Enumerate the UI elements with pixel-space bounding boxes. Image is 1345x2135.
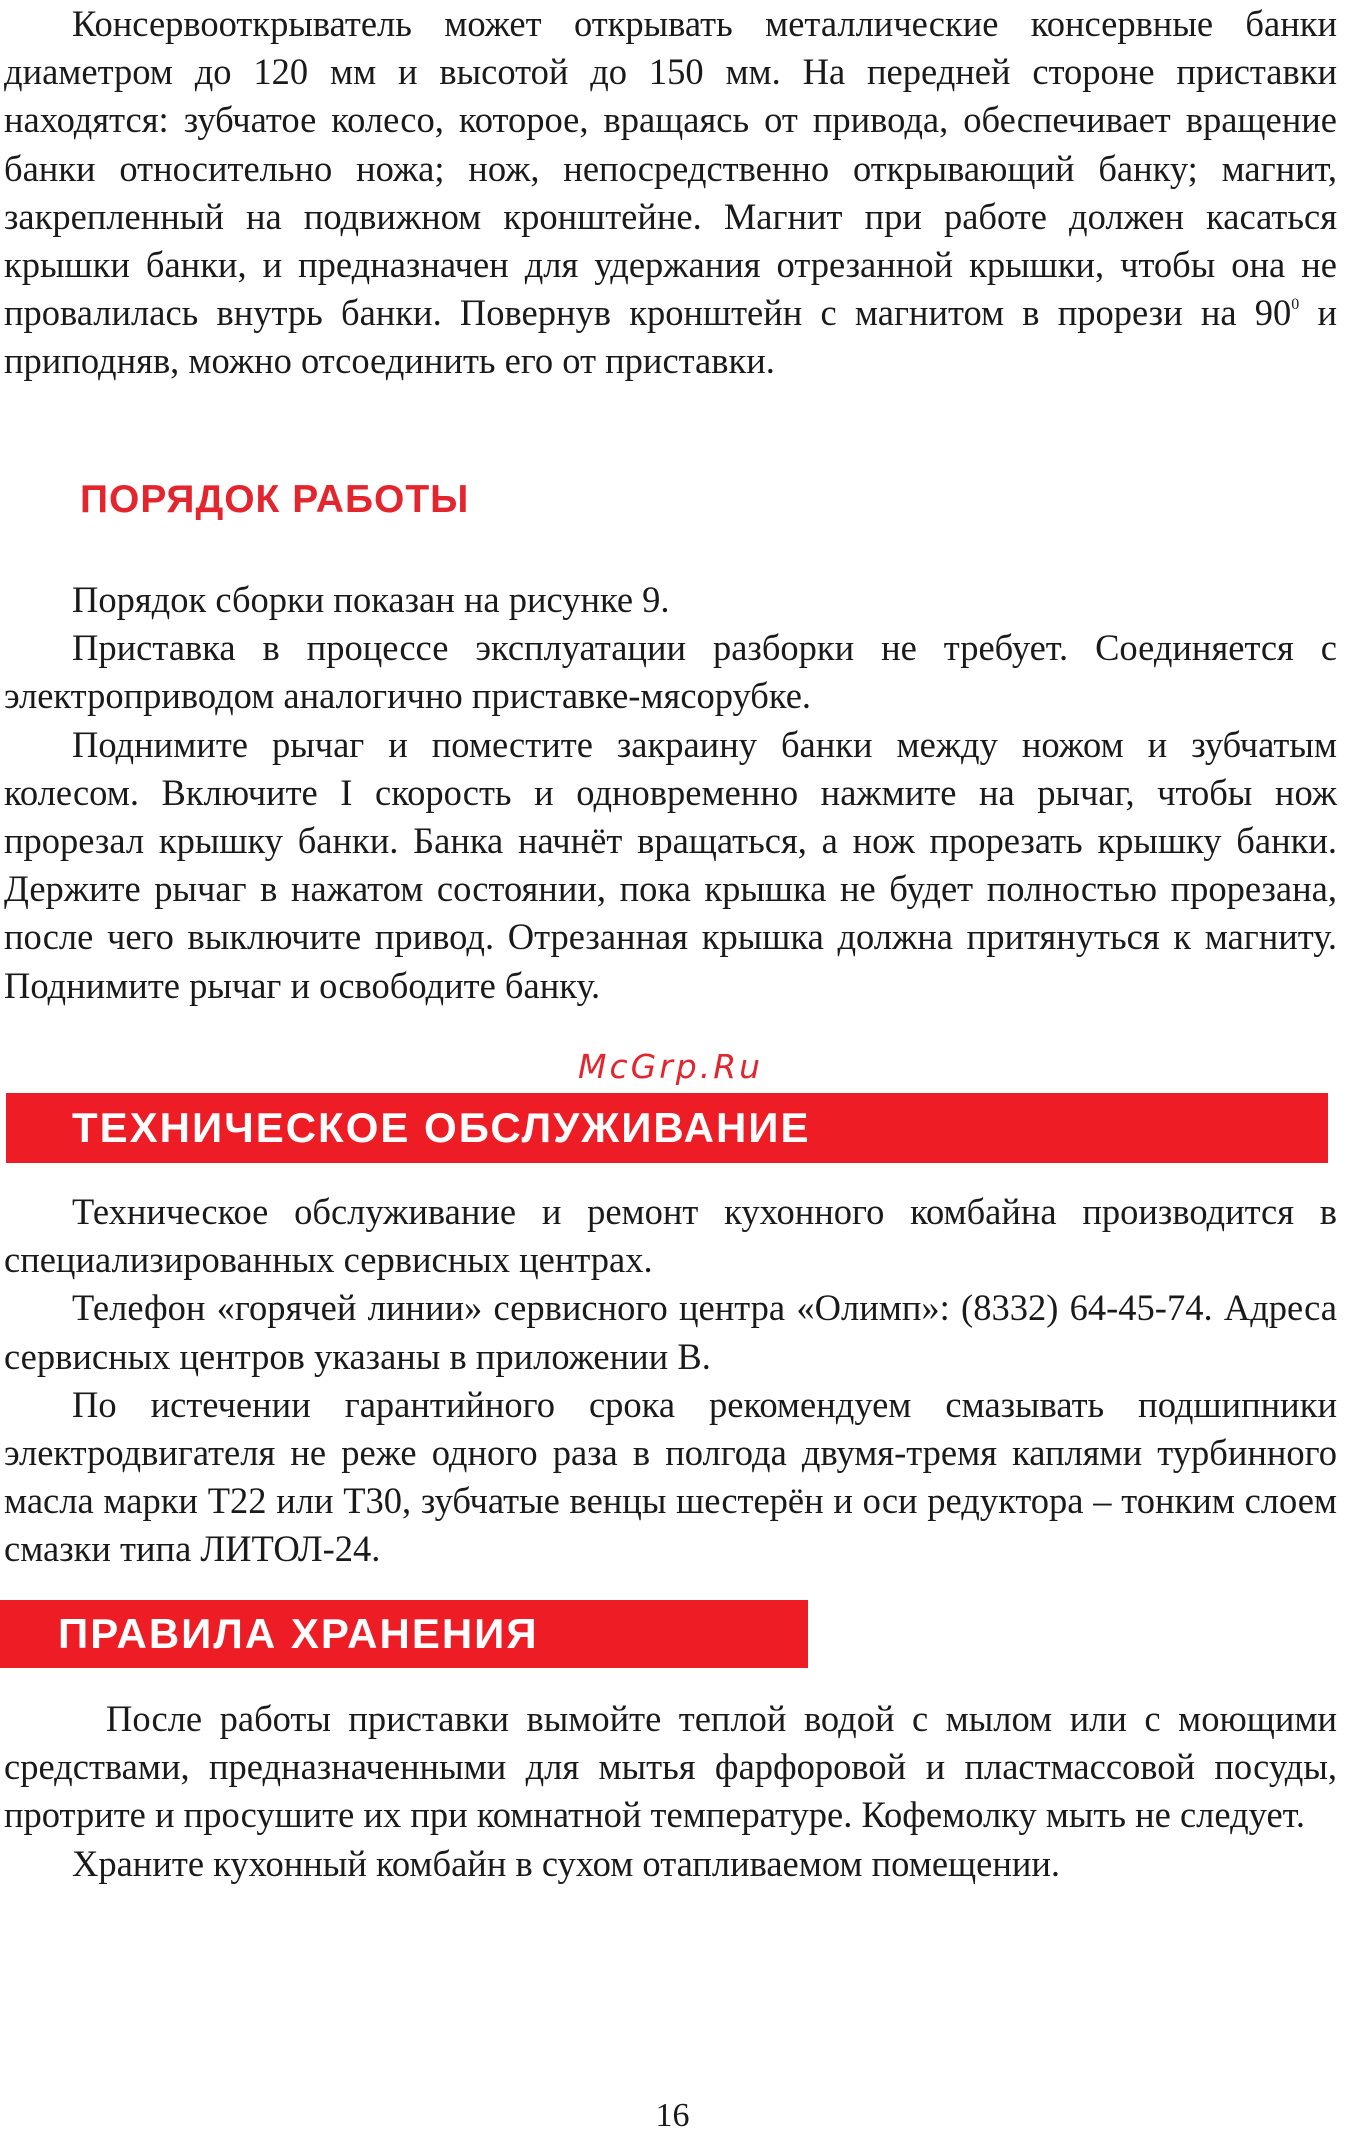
degree-superscript: 0 (1291, 296, 1300, 314)
operation-heading: ПОРЯДОК РАБОТЫ (80, 478, 470, 521)
maintenance-paragraph-1: Техническое обслуживание и ремонт кухонного комбайна производится в специализированных сервисных центрах. (4, 1191, 1337, 1281)
storage-paragraph-2: Храните кухонный комбайн в сухом отапливаемом помещении. (72, 1842, 1061, 1884)
maintenance-paragraph-3: По истечении гарантийного срока рекомендуем смазывать подшипники электродвигателя не реже одного раза в полгода двумя-тремя каплями турбинного масла марки Т22 или Т30, зубчатые венцы шестерён и оси редуктора – тонким слоем смазки типа ЛИТОЛ-24. (4, 1383, 1337, 1570)
operation-paragraph-1: Порядок сборки показан на рисунке 9. (72, 579, 670, 620)
maintenance-heading: ТЕХНИЧЕСКОЕ ОБСЛУЖИВАНИЕ (72, 1104, 811, 1151)
maintenance-heading-banner (6, 1093, 1328, 1163)
storage-paragraph-1: После работы приставки вымойте теплой водой с мылом или с моющими средствами, предназначенными для мытья фарфоровой и пластмассовой посуды, протрите и просушите их при комнатной температуре. Кофемолку мыть не следует. (4, 1698, 1337, 1836)
operation-paragraph-2: Приставка в процессе эксплуатации разборки не требует. Соединяется с электроприводом аналогично приставке-мясорубке. (4, 627, 1337, 717)
intro-paragraph (0, 0, 1345, 386)
storage-section (0, 1695, 1345, 1888)
maintenance-paragraph-2: Телефон «горячей линии» сервисного центра «Олимп»: (8332) 64-45-74. Адреса сервисных центров указаны в приложении В. (4, 1287, 1337, 1377)
storage-heading-banner (0, 1600, 808, 1668)
storage-heading: ПРАВИЛА ХРАНЕНИЯ (58, 1610, 539, 1657)
operation-section (0, 576, 1345, 1010)
operation-paragraph-3: Поднимите рычаг и поместите закраину банки между ножом и зубчатым колесом. Включите I скорость и одновременно нажмите на рычаг, чтобы нож прорезал крышку банки. Банка начнёт вращаться, а нож прорезать крышку банки. Держите рычаг в нажатом состоянии, пока крышка не будет полностью прорезана, после чего выключите привод. Отрезанная крышка должна притянуться к магниту. Поднимите рычаг и освободите банку. (4, 723, 1337, 1006)
intro-text-part2: и приподняв, можно отсоединить его от приставки. (4, 292, 1337, 382)
intro-text-part1: Консервооткрыватель может открывать металлические консервные банки диаметром до 120 мм и высотой до 150 мм. На передней стороне приставки находятся: зубчатое колесо, которое, вращаясь от привода, обеспечивает вращение банки относительно ножа; нож, непосредственно открывающий банку; магнит, закрепленный на подвижном кронштейне. Магнит при работе должен касаться крышки банки, и предназначен для удержания отрезанной крышки, чтобы она не провалилась внутрь банки. Повернув кронштейн с магнитом в прорези на 90 (4, 3, 1337, 334)
page-number: 16 (655, 2097, 690, 2134)
intro-section (0, 0, 1345, 386)
watermark-text: McGrp.Ru (578, 1047, 764, 1086)
maintenance-section (0, 1188, 1345, 1574)
